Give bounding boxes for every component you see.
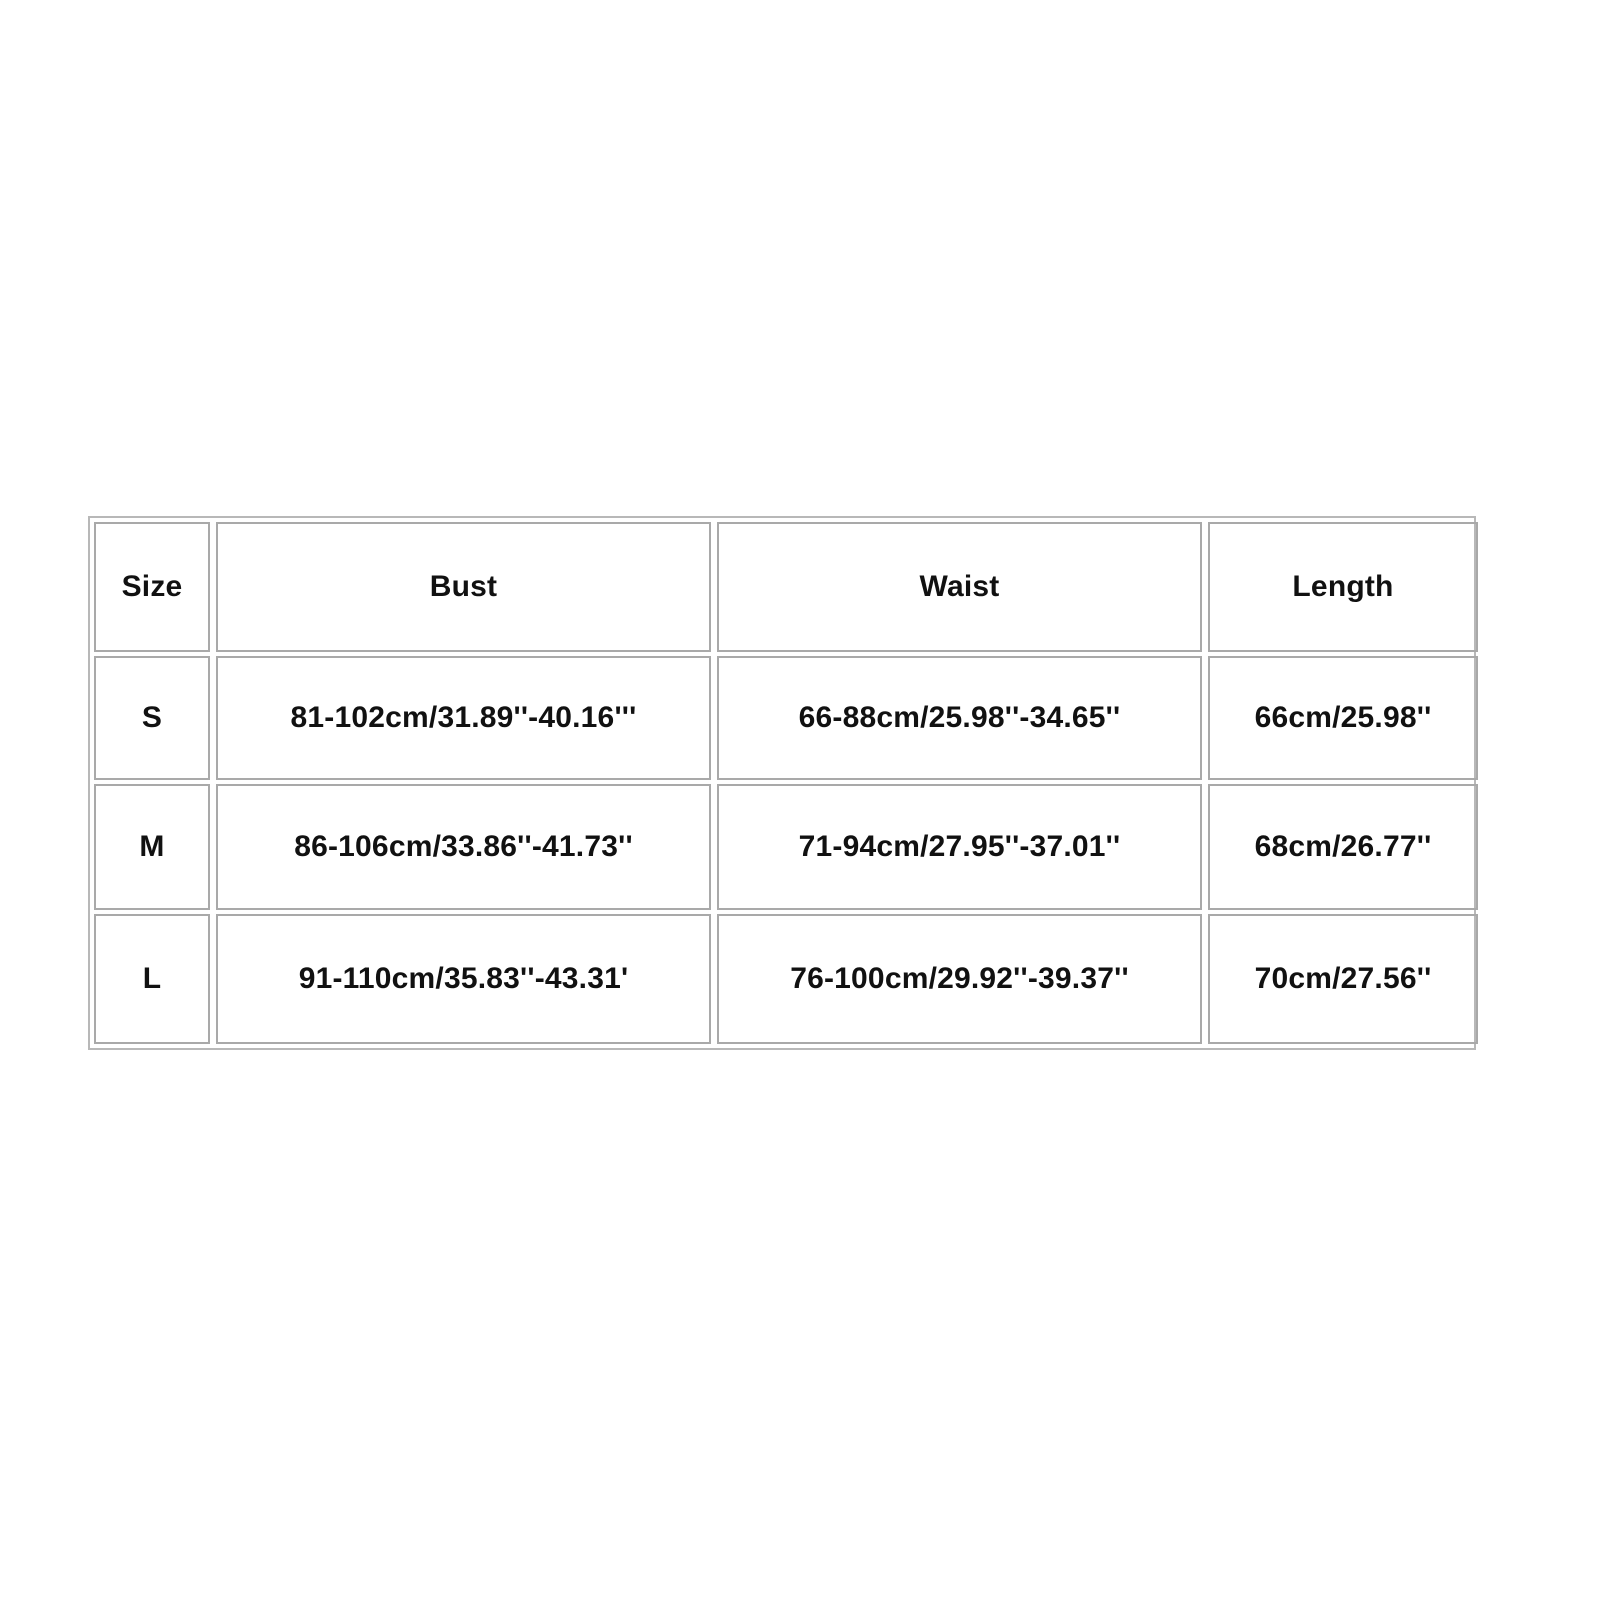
- row-m-length: 68cm/26.77'': [1208, 784, 1478, 910]
- header-length: Length: [1208, 522, 1478, 652]
- row-s-length: 66cm/25.98'': [1208, 656, 1478, 780]
- row-m-waist: 71-94cm/27.95''-37.01'': [717, 784, 1202, 910]
- row-l-size: L: [94, 914, 210, 1044]
- header-size: Size: [94, 522, 210, 652]
- row-s-size: S: [94, 656, 210, 780]
- row-s-waist: 66-88cm/25.98''-34.65'': [717, 656, 1202, 780]
- header-waist: Waist: [717, 522, 1202, 652]
- row-l-length: 70cm/27.56'': [1208, 914, 1478, 1044]
- row-s-bust: 81-102cm/31.89''-40.16''': [216, 656, 711, 780]
- size-chart-table: [88, 516, 1476, 1050]
- row-l-waist: 76-100cm/29.92''-39.37'': [717, 914, 1202, 1044]
- row-l-bust: 91-110cm/35.83''-43.31': [216, 914, 711, 1044]
- row-m-bust: 86-106cm/33.86''-41.73'': [216, 784, 711, 910]
- header-bust: Bust: [216, 522, 711, 652]
- row-m-size: M: [94, 784, 210, 910]
